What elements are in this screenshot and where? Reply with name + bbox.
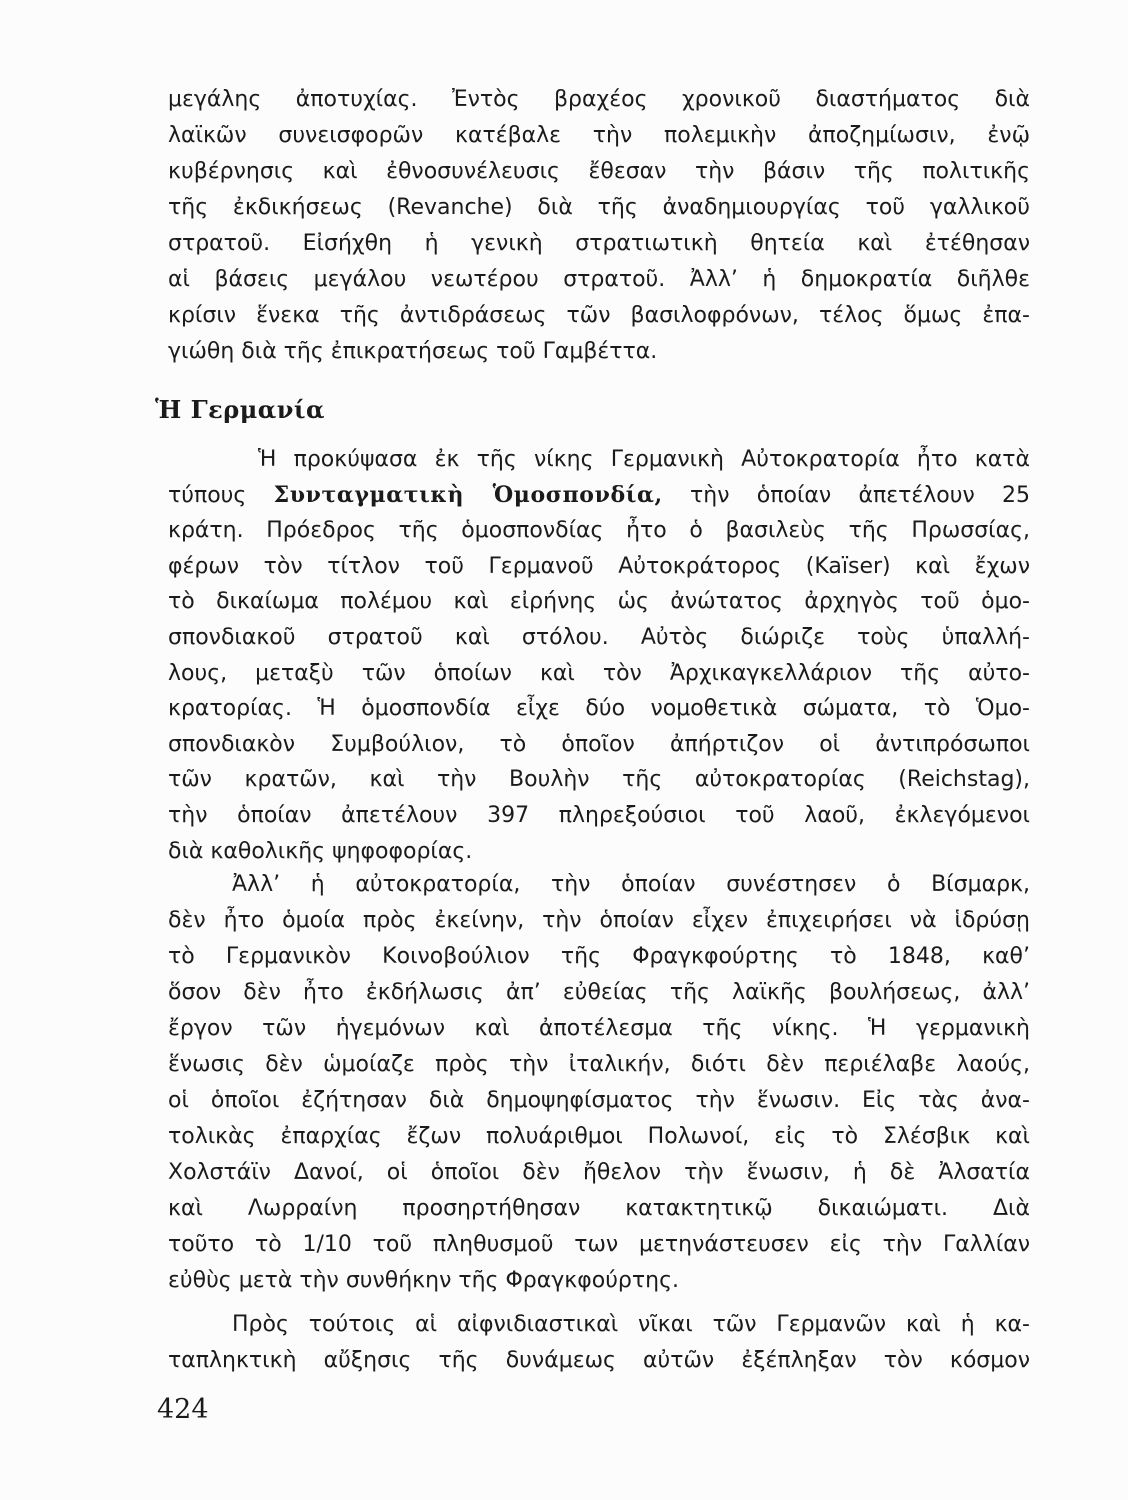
text-line: [168, 478, 1030, 514]
text-line: κρίσιν ἕνεκα τῆς ἀντιδράσεως τῶν βασιλοφρόνων, τέλος ὅμως ἐπα-: [168, 303, 1030, 328]
text-line: Πρὸς τούτοις αἱ αἰφνιδιαστικαὶ νῖκαι τῶν Γερμανῶν καὶ ἡ κα-: [232, 1312, 1030, 1337]
text-line: τῶν κρατῶν, καὶ τὴν Βουλὴν τῆς αὐτοκρατορίας (Reichstag),: [168, 767, 1030, 793]
text-line: γιώθη διὰ τῆς ἐπικρατήσεως τοῦ Γαμβέττα.: [168, 339, 658, 364]
text-line: τολικὰς ἐπαρχίας ἔζων πολυάριθμοι Πολωνοί, εἰς τὸ Σλέσβικ καὶ: [168, 1124, 1030, 1149]
text-line: εὐθὺς μετὰ τὴν συνθήκην τῆς Φραγκφούρτης.: [168, 1268, 679, 1293]
text-line: Ἡ προκύψασα ἐκ τῆς νίκης Γερμανικὴ Αὐτοκρατορία ἦτο κατὰ: [258, 447, 1030, 472]
text-line: τὴν ὁποίαν ἀπετέλουν 397 πληρεξούσιοι τοῦ λαοῦ, ἐκλεγόμενοι: [168, 802, 1030, 828]
text-line: λαϊκῶν συνεισφορῶν κατέβαλε τὴν πολεμικὴν ἀποζημίωσιν, ἐνῷ: [168, 123, 1030, 148]
page-number: 424: [157, 1394, 209, 1425]
text-line: τὸ δικαίωμα πολέμου καὶ εἰρήνης ὡς ἀνώτατος ἀρχηγὸς τοῦ ὁμο-: [168, 589, 1030, 615]
text-line: οἱ ὁποῖοι ἐζήτησαν διὰ δημοψηφίσματος τὴν ἕνωσιν. Εἰς τὰς ἀνα-: [168, 1088, 1030, 1113]
text-fragment: τὴν ὁποίαν ἀπετέλουν 25: [690, 482, 1030, 508]
paragraph-3: [168, 867, 1030, 1299]
paragraph-4: [168, 1307, 1030, 1379]
text-line: Χολστάϊν Δανοί, οἱ ὁποῖοι δὲν ἤθελον τὴν ἕνωσιν, ἡ δὲ Ἀλσατία: [168, 1160, 1030, 1185]
text-line: δὲν ἦτο ὁμοία πρὸς ἐκείνην, τὴν ὁποίαν εἶχεν ἐπιχειρήσει νὰ ἱδρύσῃ: [168, 908, 1030, 933]
text-fragment: τύπους: [168, 482, 247, 508]
text-line: τὸ Γερμανικὸν Κοινοβούλιον τῆς Φραγκφούρτης τὸ 1848, καθ’: [168, 944, 1030, 969]
text-line: Ἀλλ’ ἡ αὐτοκρατορία, τὴν ὁποίαν συνέστησεν ὁ Βίσμαρκ,: [232, 872, 1030, 897]
text-line: φέρων τὸν τίτλον τοῦ Γερμανοῦ Αὐτοκράτορος (Kaïser) καὶ ἔχων: [168, 553, 1030, 579]
text-line: σπονδιακοῦ στρατοῦ καὶ στόλου. Αὐτὸς διώριζε τοὺς ὑπαλλή-: [168, 624, 1030, 650]
text-line: κράτη. Πρόεδρος τῆς ὁμοσπονδίας ἦτο ὁ βασιλεὺς τῆς Πρωσσίας,: [168, 518, 1030, 544]
text-line: τῆς ἐκδικήσεως (Revanche) διὰ τῆς ἀναδημιουργίας τοῦ γαλλικοῦ: [168, 195, 1030, 220]
text-line: στρατοῦ. Εἰσήχθη ἡ γενικὴ στρατιωτικὴ θητεία καὶ ἐτέθησαν: [168, 231, 1030, 256]
text-line: αἱ βάσεις μεγάλου νεωτέρου στρατοῦ. Ἀλλ’ ἡ δημοκρατία διῆλθε: [168, 267, 1030, 292]
text-line: τοῦτο τὸ 1/10 τοῦ πληθυσμοῦ των μετηνάστευσεν εἰς τὴν Γαλλίαν: [168, 1232, 1030, 1257]
text-line: καὶ Λωρραίνη προσηρτήθησαν κατακτητικῷ δικαιώματι. Διὰ: [168, 1196, 1030, 1221]
paragraph-2: [168, 442, 1030, 869]
text-line: κυβέρνησις καὶ ἐθνοσυνέλευσις ἔθεσαν τὴν βάσιν τῆς πολιτικῆς: [168, 159, 1030, 184]
text-line: σπονδιακὸν Συμβούλιον, τὸ ὁποῖον ἀπήρτιζον οἱ ἀντιπρόσωποι: [168, 731, 1030, 757]
text-line: διὰ καθολικῆς ψηφοφορίας.: [168, 838, 473, 864]
text-line: ταπληκτικὴ αὔξησις τῆς δυνάμεως αὐτῶν ἐξέπληξαν τὸν κόσμον: [168, 1348, 1030, 1373]
text-line: λους, μεταξὺ τῶν ὁποίων καὶ τὸν Ἀρχικαγκελλάριον τῆς αὐτο-: [168, 660, 1030, 686]
text-line: ἕνωσις δὲν ὡμοίαζε πρὸς τὴν ἰταλικήν, διότι δὲν περιέλαβε λαούς,: [168, 1052, 1030, 1077]
text-line: ἔργον τῶν ἡγεμόνων καὶ ἀποτέλεσμα τῆς νίκης. Ἡ γερμανικὴ: [168, 1016, 1030, 1041]
paragraph-1: [168, 82, 1030, 370]
text-line: μεγάλης ἀποτυχίας. Ἐντὸς βραχέος χρονικοῦ διαστήματος διὰ: [168, 87, 1030, 112]
bold-term: Συνταγματικὴ Ὁμοσπονδία,: [273, 481, 663, 508]
text-line: κρατορίας. Ἡ ὁμοσπονδία εἶχε δύο νομοθετικὰ σώματα, τὸ Ὁμο-: [168, 696, 1030, 722]
section-heading: Ἡ Γερμανία: [155, 395, 325, 424]
text-line: ὅσον δὲν ἦτο ἐκδήλωσις ἀπ’ εὐθείας τῆς λαϊκῆς βουλήσεως, ἀλλ’: [168, 980, 1030, 1005]
